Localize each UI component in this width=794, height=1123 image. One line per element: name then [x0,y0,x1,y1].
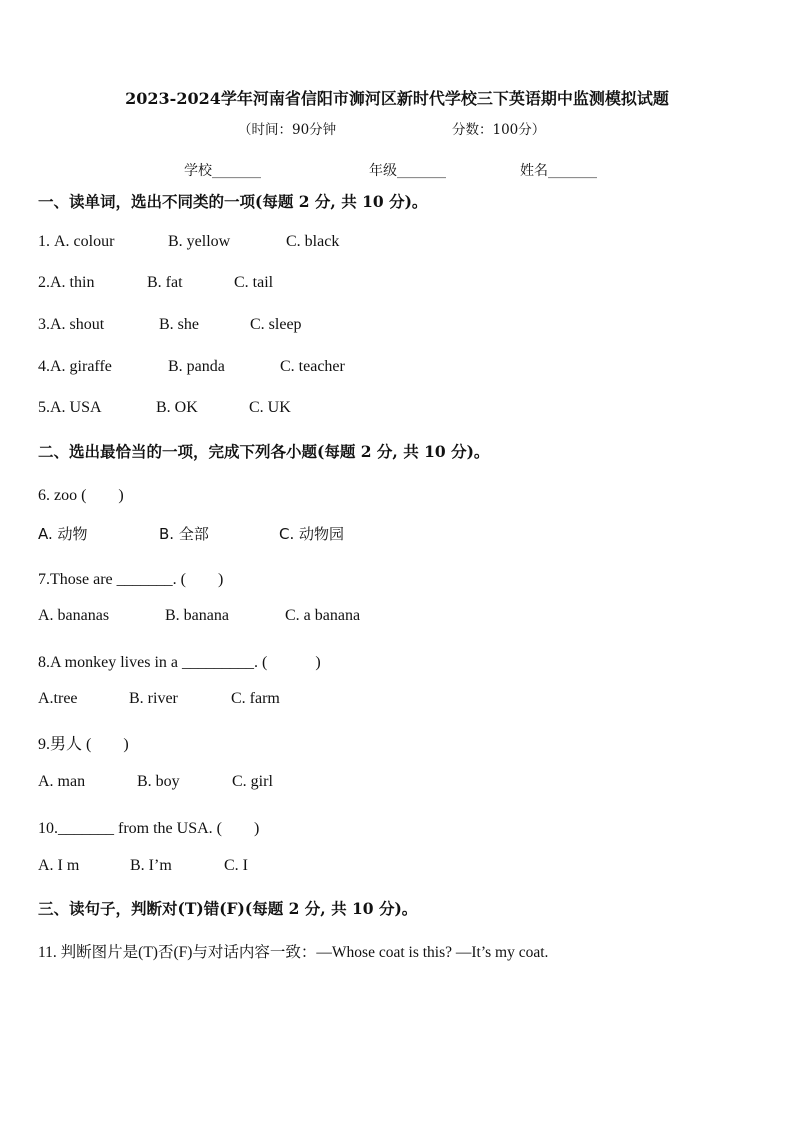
option-c: C. I [224,857,248,874]
option-c: C. farm [231,690,280,707]
option-c: C. tail [234,274,274,291]
option-c: C. UK [249,399,291,416]
option-b: B. she [159,316,199,333]
option-b: B. fat [147,274,183,291]
option-a: A.tree [38,690,78,707]
score-info: 分数：100分） [452,122,546,138]
option-b: B. banana [165,607,229,624]
grade-field: 年级_______ [369,163,446,179]
question-number: 3. [38,316,50,333]
exam-title: 2023-2024学年河南省信阳市浉河区新时代学校三下英语期中监测模拟试题 [125,89,669,108]
option-a: A. USA [50,399,102,416]
question-8-stem: 8.A monkey lives in a _________. ( ) [38,654,321,671]
question-11: 11. 判断图片是(T)否(F)与对话内容一致：—Whose coat is this? —It’s my coat. [38,944,549,961]
option-c: C. 动物园 [279,525,345,543]
section-2-heading: 二、选出最恰当的一项，完成下列各小题(每题 2 分, 共 10 分)。 [38,442,490,461]
question-6-options [38,523,344,544]
option-a: A. 动物 [38,525,88,543]
option-a: A. colour [54,233,115,250]
name-field: 姓名_______ [520,163,597,179]
question-1 [38,233,339,251]
option-c: C. girl [232,773,273,790]
question-number: 4. [38,358,50,375]
option-b: B. 全部 [159,525,209,543]
option-b: B. river [129,690,178,707]
option-a: A. bananas [38,607,110,624]
section-3-heading: 三、读句子，判断对(T)错(F)(每题 2 分, 共 10 分)。 [38,899,418,918]
option-b: B. panda [168,358,225,375]
question-9-options [38,773,273,791]
option-b: B. yellow [168,233,231,250]
option-c: C. black [286,233,340,250]
time-info: （时间：90分钟 [238,122,337,138]
option-b: B. I’m [130,857,172,874]
question-10-options [38,857,248,875]
option-c: C. teacher [280,358,345,375]
option-a: A. giraffe [50,358,112,375]
question-number: 1. [38,233,54,250]
question-6-stem: 6. zoo ( ) [38,487,124,504]
option-a: A. I m [38,857,80,874]
question-10-stem: 10._______ from the USA. ( ) [38,820,260,837]
section-1-heading: 一、读单词，选出不同类的一项(每题 2 分, 共 10 分)。 [38,192,428,211]
question-3 [38,316,302,334]
question-4 [38,358,345,376]
option-a: A. man [38,773,86,790]
question-9-stem: 9.男人 ( ) [38,736,129,753]
option-b: B. boy [137,773,180,790]
question-7-options [38,607,360,625]
question-8-options [38,690,280,708]
question-7-stem: 7.Those are _______. ( ) [38,571,224,588]
school-field: 学校_______ [184,163,261,179]
option-a: A. shout [50,316,105,333]
question-5 [38,399,291,417]
question-number: 2. [38,274,50,291]
option-c: C. sleep [250,316,302,333]
option-c: C. a banana [285,607,361,624]
question-number: 5. [38,399,50,416]
question-2 [38,274,273,292]
option-b: B. OK [156,399,198,416]
option-a: A. thin [50,274,95,291]
